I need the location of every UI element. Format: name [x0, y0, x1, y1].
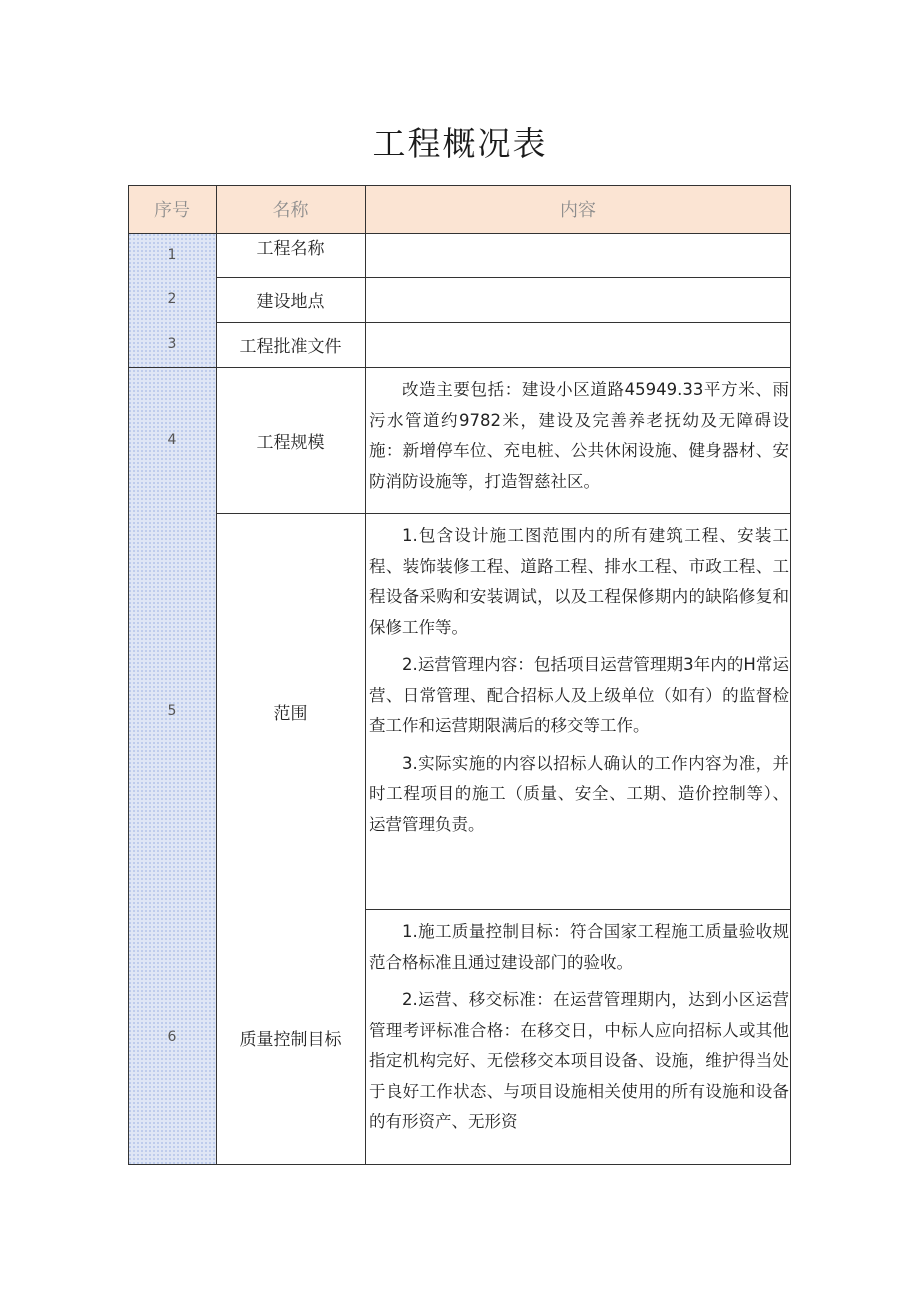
row-name: 工程名称 — [256, 238, 325, 259]
row-name: 范围 — [273, 703, 308, 724]
header-index: 序号 — [128, 185, 216, 233]
row-index: 2 — [167, 291, 177, 307]
table-rule — [216, 513, 791, 514]
row-index: 1 — [167, 247, 177, 263]
table-border — [128, 1164, 791, 1165]
row-index: 6 — [167, 1029, 177, 1045]
row-name: 工程批准文件 — [239, 336, 342, 357]
header-name: 名称 — [216, 185, 365, 233]
row-name: 建设地点 — [256, 291, 325, 312]
table-border — [128, 185, 791, 186]
content-paragraph: 改造主要包括：建设小区道路45949.33平方米、雨污水管道约9782米，建设及完善养老抚幼及无障碍设施：新增停车位、充电桩、公共休闲设施、健身器材、安防消防设施等，打造智慈社区。 — [369, 380, 789, 491]
row-name: 工程规模 — [256, 432, 325, 453]
table-rule — [216, 322, 791, 323]
row-index: 3 — [167, 336, 177, 352]
content-paragraph: 2.运营管理内容：包括项目运营管理期3年内的H常运营、日常管理、配合招标人及上级单位（如有）的监督检查工作和运营期限满后的移交等工作。 — [369, 655, 789, 735]
table-rule — [216, 185, 217, 1165]
page-title: 工程概况表 — [372, 124, 548, 163]
row-index: 4 — [167, 432, 177, 448]
table-rule — [128, 367, 791, 368]
content-paragraph: 3.实际实施的内容以招标人确认的工作内容为准，并时工程项目的施工（质量、安全、工期、造价控制等）、运营管理负责。 — [369, 753, 789, 834]
table-rule — [216, 277, 791, 278]
table-border — [128, 185, 129, 1165]
project-overview-table — [128, 185, 791, 1165]
content-paragraph: 1.施工质量控制目标：符合国家工程施工质量验收规范合格标准且通过建设部门的验收。 — [369, 922, 789, 972]
table-rule — [365, 185, 366, 1165]
row-content-scope — [365, 513, 791, 909]
row-content-scale — [365, 367, 791, 513]
table-rule — [128, 233, 791, 234]
table-border — [790, 185, 791, 1165]
row-name: 质量控制目标 — [239, 1029, 342, 1050]
table-rule — [365, 909, 791, 910]
content-paragraph: 1.包含设计施工图范围内的所有建筑工程、安装工程、装饰装修工程、道路工程、排水工程、市政工程、工程设备采购和安装调试，以及工程保修期内的缺陷修复和保修工作等。 — [369, 526, 789, 637]
row-index: 5 — [167, 703, 177, 719]
content-paragraph: 2.运营、移交标准：在运营管理期内，达到小区运营管理考评标准合格：在移交日，中标人应向招标人或其他指定机构完好、无偿移交本项目设备、设施，维护得当处于良好工作状态、与项目设施相关使用的所有设施和设备的有形资产、无形资 — [369, 990, 789, 1131]
header-content: 内容 — [365, 185, 791, 233]
row-content-quality — [365, 909, 791, 1165]
